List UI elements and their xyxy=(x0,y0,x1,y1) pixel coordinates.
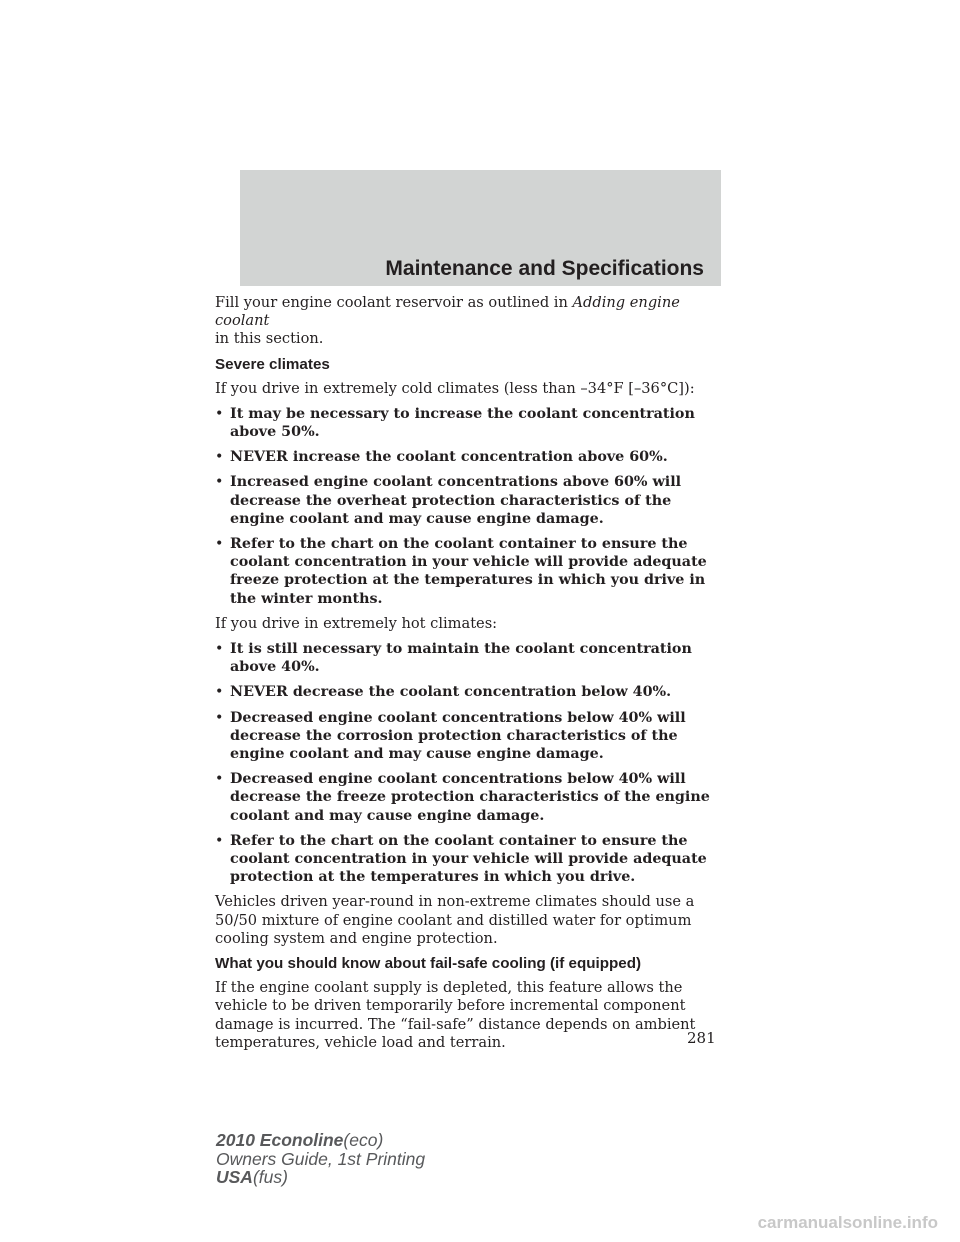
document-footer xyxy=(216,1131,425,1187)
bullet-icon: • xyxy=(215,405,224,422)
list-item xyxy=(215,448,721,466)
list-item xyxy=(215,709,721,764)
year-round-paragraph: Vehicles driven year-round in non-extreme climates should use a 50/50 mixture of engine coolant and distilled water for optimum cooling system and engine protection. xyxy=(215,893,695,947)
list-item-text: It is still necessary to maintain the coolant concentration above 40%. xyxy=(230,641,692,676)
fail-safe-paragraph: If the engine coolant supply is depleted, this feature allows the vehicle to be driven temporarily before incremental component damage is incurred. The “fail-safe” distance depends on ambient temperatures, vehicle load and terrain. xyxy=(215,979,696,1051)
fail-safe-heading: What you should know about fail-safe cooling (if equipped) xyxy=(215,955,642,973)
section-title: Maintenance and Specifications xyxy=(385,257,704,280)
list-item-text: Refer to the chart on the coolant container to ensure the coolant concentration in your vehicle will provide adequate freeze protection at the temperatures in which you drive in the winter months. xyxy=(230,536,707,607)
severe-climates-heading: Severe climates xyxy=(215,355,330,373)
list-item xyxy=(215,832,721,887)
hot-climate-list xyxy=(215,640,721,886)
watermark-link[interactable]: carmanualsonline.info xyxy=(757,1213,938,1232)
bullet-icon: • xyxy=(215,684,224,701)
footer-model-code: (eco) xyxy=(343,1130,384,1150)
bullet-icon: • xyxy=(215,536,224,553)
list-item-text: It may be necessary to increase the coolant concentration above 50%. xyxy=(230,405,695,441)
bullet-icon: • xyxy=(215,709,224,726)
list-item-text: NEVER increase the coolant concentration above 60%. xyxy=(230,449,668,466)
list-item-text: Refer to the chart on the coolant container to ensure the coolant concentration in your vehicle will provide adequate protection at the temperatures in which you drive. xyxy=(230,832,707,886)
cold-climate-list xyxy=(215,405,721,608)
hot-climates-intro: If you drive in extremely hot climates: xyxy=(215,614,498,632)
footer-model: 2010 Econoline xyxy=(216,1130,344,1150)
list-item xyxy=(215,640,721,676)
cold-climates-intro: If you drive in extremely cold climates (less than –34°F [–36°C]): xyxy=(215,379,695,397)
bullet-icon: • xyxy=(215,449,224,466)
list-item xyxy=(215,535,721,608)
list-item-text: Decreased engine coolant concentrations below 40% will decrease the freeze protection characteristics of the engine coolant and may cause engine damage. xyxy=(230,771,710,824)
footer-line-2: Owners Guide, 1st Printing xyxy=(216,1148,426,1169)
list-item-text: Decreased engine coolant concentrations below 40% will decrease the corrosion protection characteristics of the engine coolant and may cause engine damage. xyxy=(230,709,686,763)
list-item xyxy=(215,405,721,441)
bullet-icon: • xyxy=(215,832,224,849)
list-item-text: NEVER decrease the coolant concentration below 40%. xyxy=(230,684,672,701)
list-item xyxy=(215,683,721,701)
footer-market: USA xyxy=(216,1167,253,1187)
page-number: 281 xyxy=(687,1029,716,1047)
footer-line-1 xyxy=(216,1131,425,1150)
section-header-band xyxy=(240,170,721,286)
footer-market-code: (fus) xyxy=(252,1167,288,1187)
footer-line-3 xyxy=(216,1168,425,1187)
intro-suffix: in this section. xyxy=(215,330,324,348)
bullet-icon: • xyxy=(215,641,224,658)
list-item xyxy=(215,473,721,528)
intro-reference: Adding engine coolant xyxy=(215,294,680,330)
page-content xyxy=(215,294,721,1059)
bullet-icon: • xyxy=(215,771,224,788)
list-item xyxy=(215,770,721,825)
bullet-icon: • xyxy=(215,474,224,491)
intro-prefix: Fill your engine coolant reservoir as outlined in xyxy=(215,294,568,311)
intro-paragraph xyxy=(215,294,721,349)
list-item-text: Increased engine coolant concentrations above 60% will decrease the overheat protection characteristics of the engine coolant and may cause engine damage. xyxy=(230,474,682,527)
